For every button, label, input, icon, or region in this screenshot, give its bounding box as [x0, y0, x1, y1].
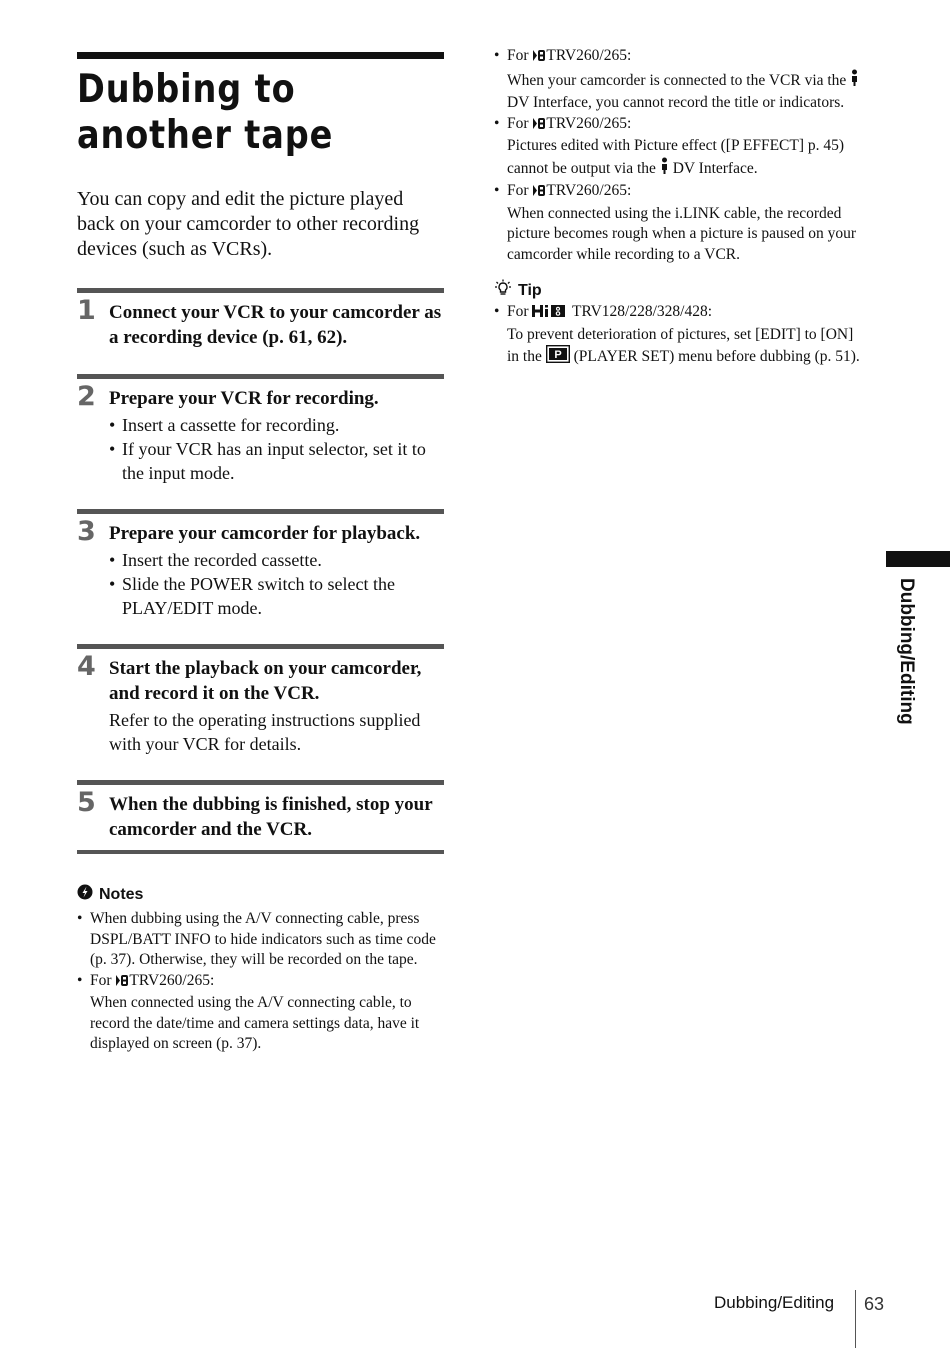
intro-text: You can copy and edit the picture played back on your camcorder to other recording devices (such as VCRs).: [77, 188, 420, 260]
list-item: • If your VCR has an input selector, set it to the input mode.: [109, 437, 444, 485]
svg-text:P: P: [554, 349, 562, 361]
note-text: When your camcorder is connected to the VCR via the: [507, 71, 847, 89]
notes-heading-label: Notes: [99, 885, 144, 903]
step-body: Refer to the operating instructions supplied with your VCR for details.: [109, 710, 421, 754]
tip-prefix: For: [507, 303, 529, 320]
step-4: [77, 644, 444, 756]
note-prefix: For: [507, 114, 529, 132]
footer-divider: [855, 1290, 856, 1348]
tip-section: [494, 279, 860, 370]
list-item: • Insert the recorded cassette.: [109, 548, 444, 572]
tip-bulb-icon: [494, 279, 512, 302]
digital8-icon: [532, 48, 546, 69]
hi8-icon: [532, 304, 568, 325]
step-heading: Prepare your VCR for recording.: [109, 388, 379, 409]
footer-section-label: Dubbing/Editing: [714, 1293, 835, 1312]
note-text: DV Interface.: [672, 159, 758, 177]
note-model: TRV260/265:: [546, 182, 632, 199]
tip-heading: [494, 279, 860, 302]
list-item: [494, 302, 860, 370]
page-number: 63: [864, 1294, 885, 1314]
note-text: When connected using the A/V connecting cable, to record the date/time and camera settings data, have it displayed on screen (p. 37).: [90, 994, 420, 1052]
list-item: • Insert a cassette for recording.: [109, 413, 444, 437]
step-heading: Start the playback on your camcorder, and record it on the VCR.: [109, 658, 422, 704]
step-heading: Prepare your camcorder for playback.: [109, 523, 421, 544]
page-title: Dubbing to another tape: [77, 67, 334, 158]
note-model: TRV260/265:: [546, 47, 632, 64]
digital8-icon: [532, 116, 546, 137]
note-text: DV Interface, you cannot record the title or indicators.: [507, 94, 845, 111]
note-prefix: For: [507, 182, 529, 199]
step-body: [109, 413, 444, 485]
list-item: [494, 181, 860, 265]
list-item: [77, 909, 444, 971]
step-body: [109, 548, 444, 620]
note-model: TRV260/265:: [546, 114, 632, 132]
step-number: 1: [77, 295, 96, 326]
notes-heading: [77, 884, 444, 905]
notes-section: [77, 884, 444, 1055]
list-item: [77, 971, 444, 1055]
step-3: [77, 509, 444, 620]
digital8-icon: [115, 973, 129, 994]
steps-end-rule: [77, 850, 444, 854]
section-tab-bar: [886, 551, 950, 567]
digital8-icon: [532, 183, 546, 204]
list-item: [494, 46, 860, 114]
note-prefix: For: [90, 971, 112, 989]
step-number: 3: [77, 516, 96, 547]
list-item: • Slide the POWER switch to select the PLAY/EDIT mode.: [109, 572, 444, 620]
notes-icon: [77, 884, 93, 905]
side-column: [494, 46, 860, 370]
note-text: Pictures edited with Picture effect ([P EFFECT] p. 45) cannot be output via the: [507, 137, 845, 177]
step-1: [77, 288, 444, 350]
step-5: [77, 780, 444, 842]
step-heading: When the dubbing is finished, stop your camcorder and the VCR.: [109, 794, 433, 840]
note-text: When connected using the i.LINK cable, the recorded picture becomes rough when a picture is paused on your camcorder while recording to a VCR.: [507, 204, 857, 263]
step-number: 4: [77, 651, 96, 682]
note-prefix: For: [507, 47, 529, 64]
tip-heading-label: Tip: [518, 281, 542, 299]
step-heading: Connect your VCR to your camcorder as a recording device (p. 61, 62).: [109, 302, 442, 348]
dv-interface-icon: [850, 69, 859, 94]
dv-interface-icon: [660, 157, 669, 182]
list-item: [494, 114, 860, 182]
tip-text: (PLAYER SET) menu before dubbing (p. 51).: [573, 348, 860, 365]
tip-model: TRV128/228/328/428:: [572, 303, 713, 320]
step-number: 2: [77, 381, 96, 412]
note-model: TRV260/265:: [129, 971, 215, 989]
step-number: 5: [77, 787, 96, 818]
step-2: [77, 374, 444, 485]
note-text: When dubbing using the A/V connecting cable, press DSPL/BATT INFO to hide indicators such as time code (p. 37). Otherwise, they will be recorded on the tape.: [90, 910, 436, 968]
section-tab-label: Dubbing/Editing: [896, 578, 917, 725]
tip-text: To prevent deterioration of pictures, set [EDIT] to [ON] in the: [507, 325, 854, 365]
player-set-menu-icon: [546, 345, 570, 370]
main-column: [77, 52, 444, 1055]
title-rule: [77, 52, 444, 59]
